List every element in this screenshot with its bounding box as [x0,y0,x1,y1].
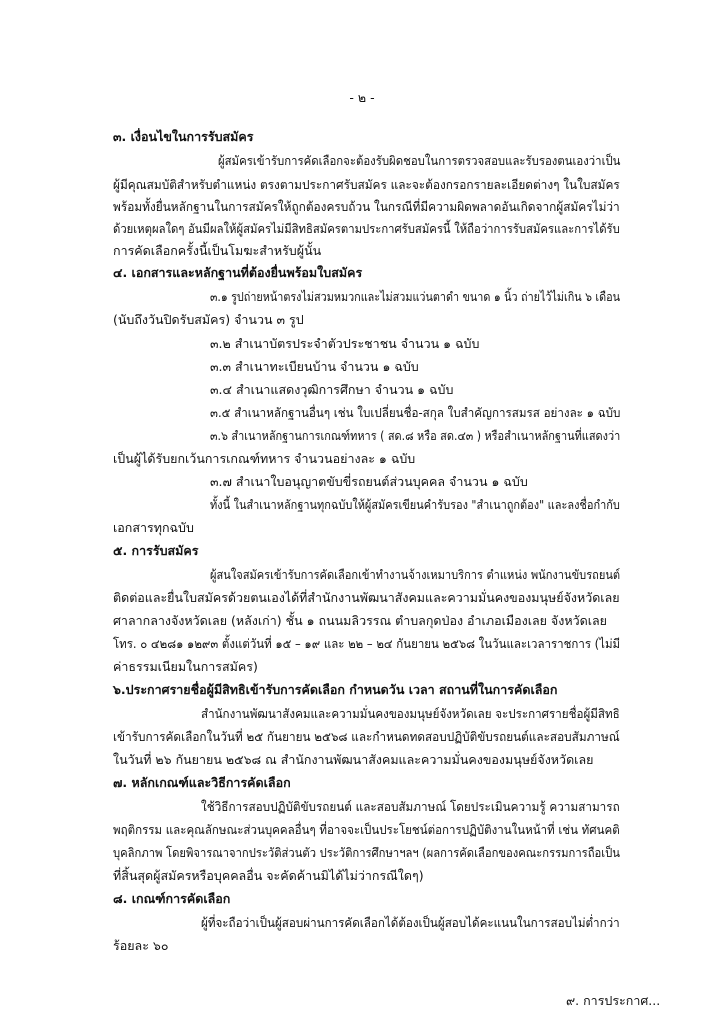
text-line: เอกสารทุกฉบับ [113,520,194,535]
text-line: ผู้มีคุณสมบัติสำหรับตำแหน่ง ตรงตามประกาศรับสมัคร และจะต้องกรอกรายละเอียดต่างๆ ในใบสมัคร [113,177,620,192]
text-line: ใช้วิธีการสอบปฏิบัติขับรถยนต์ และสอบสัมภาษณ์ โดยประเมินความรู้ ความสามารถ [201,799,620,814]
text-line: เป็นผู้ได้รับยกเว้นการเกณฑ์ทหาร จำนวนอย่างละ ๑ ฉบับ [113,451,416,466]
text-line: โทร. ๐ ๔๒๘๑ ๑๒๙๓ ตั้งแต่วันที่ ๑๕ – ๑๙ และ ๒๒ – ๒๔ กันยายน ๒๕๖๘ ในวันและเวลาราชการ (ไม่มี [113,636,621,651]
text-line: บุคลิกภาพ โดยพิจารณาจากประวัติส่วนตัว ประวัติการศึกษาฯลฯ (ผลการคัดเลือกของคณะกรรมการถือเป็น [113,845,620,860]
text-line: เข้ารับการคัดเลือกในวันที่ ๒๕ กันยายน ๒๕๖๘ และกำหนดทดสอบปฏิบัติขับรถยนต์และสอบสัมภาษณ์ [113,729,620,744]
text-line: ๓.๔ สำเนาแสดงวุฒิการศึกษา จำนวน ๑ ฉบับ [210,382,454,397]
text-line: ๓.๗ สำเนาใบอนุญาตขับขี่รถยนต์ส่วนบุคคล จำนวน ๑ ฉบับ [210,474,528,489]
text-line: ๓.๖ สำเนาหลักฐานการเกณฑ์ทหาร ( สด.๘ หรือ สด.๔๓ ) หรือสำเนาหลักฐานที่แสดงว่า [210,428,621,443]
text-line: ค่าธรรมเนียมในการสมัคร) [113,659,258,674]
text-line: ศาลากลางจังหวัดเลย (หลังเก่า) ชั้น ๑ ถนนมลิวรรณ ตำบลกุดป่อง อำเภอเมืองเลย จังหวัดเลย [113,613,607,628]
text-line: สำนักงานพัฒนาสังคมและความมั่นคงของมนุษย์จังหวัดเลย จะประกาศรายชื่อผู้มีสิทธิ [201,706,620,721]
section-heading: ๓. เงื่อนไขในการรับสมัคร [113,129,254,144]
text-line: ผู้ที่จะถือว่าเป็นผู้สอบผ่านการคัดเลือกได้ต้องเป็นผู้สอบได้คะแนนในการสอบไม่ต่ำกว่า [201,915,620,930]
text-line: พร้อมทั้งยื่นหลักฐานในการสมัครให้ถูกต้องครบถ้วน ในกรณีที่มีความผิดพลาดอันเกิดจากผู้สมัครไม่ว่า [113,199,620,214]
text-line: ที่สิ้นสุดผู้สมัครหรือบุคคลอื่น จะคัดค้านมิได้ไม่ว่ากรณีใดๆ) [113,868,424,883]
text-line: พฤติกรรม และคุณลักษณะส่วนบุคคลอื่นๆ ที่อาจจะเป็นประโยชน์ต่อการปฏิบัติงานในหน้าที่ เช่น ทัศนคติ [113,822,620,837]
text-line: ๓.๓ สำเนาทะเบียนบ้าน จำนวน ๑ ฉบับ [210,359,419,374]
text-line: การคัดเลือกครั้งนี้เป็นโมฆะสำหรับผู้นั้น [113,243,322,258]
text-line: (นับถึงวันปิดรับสมัคร) จำนวน ๓ รูป [113,312,304,327]
section-heading: ๕. การรับสมัคร [113,543,199,558]
page-number: - ๒ - [349,90,375,105]
section-heading: ๖.ประกาศรายชื่อผู้มีสิทธิเข้ารับการคัดเลือก กำหนดวัน เวลา สถานที่ในการคัดเลือก [113,682,558,697]
section-heading: ๔. เอกสารและหลักฐานที่ต้องยื่นพร้อมใบสมัคร [113,265,363,280]
text-line: ๓.๕ สำเนาหลักฐานอื่นๆ เช่น ใบเปลี่ยนชื่อ-สกุล ใบสำคัญการสมรส อย่างละ ๑ ฉบับ [210,405,621,420]
text-line: ผู้สนใจสมัครเข้ารับการคัดเลือกเข้าทำงานจ้างเหมาบริการ ตำแหน่ง พนักงานขับรถยนต์ [210,567,621,582]
text-line: ๓.๒ สำเนาบัตรประจำตัวประชาชน จำนวน ๑ ฉบับ [210,336,480,351]
text-line: ในวันที่ ๒๖ กันยายน ๒๕๖๘ ณ สำนักงานพัฒนาสังคมและความมั่นคงของมนุษย์จังหวัดเลย [113,752,594,767]
text-line: ร้อยละ ๖๐ [113,938,169,953]
text-line: ติดต่อและยื่นใบสมัครด้วยตนเองได้ที่สำนักงานพัฒนาสังคมและความมั่นคงของมนุษย์จังหวัดเลย [113,590,620,605]
text-line: ๓.๑ รูปถ่ายหน้าตรงไม่สวมหมวกและไม่สวมแว่นตาดำ ขนาด ๑ นิ้ว ถ่ายไว้ไม่เกิน ๖ เดือน [210,289,621,304]
text-line: ผู้สมัครเข้ารับการคัดเลือกจะต้องรับผิดชอบในการตรวจสอบและรับรองตนเองว่าเป็น [218,153,621,168]
continuation-footer: ๙. การประกาศ... [566,993,661,1008]
text-line: ทั้งนี้ ในสำเนาหลักฐานทุกฉบับให้ผู้สมัครเขียนคำรับรอง "สำเนาถูกต้อง" และลงชื่อกำกับ [210,497,620,512]
section-heading: ๗. หลักเกณฑ์และวิธีการคัดเลือก [113,775,291,790]
section-heading: ๘. เกณฑ์การคัดเลือก [113,891,231,906]
text-line: ด้วยเหตุผลใดๆ อันมีผลให้ผู้สมัครไม่มีสิทธิสมัครตามประกาศรับสมัครนี้ ให้ถือว่าการรับสมัครและการได้รับ [113,221,620,236]
